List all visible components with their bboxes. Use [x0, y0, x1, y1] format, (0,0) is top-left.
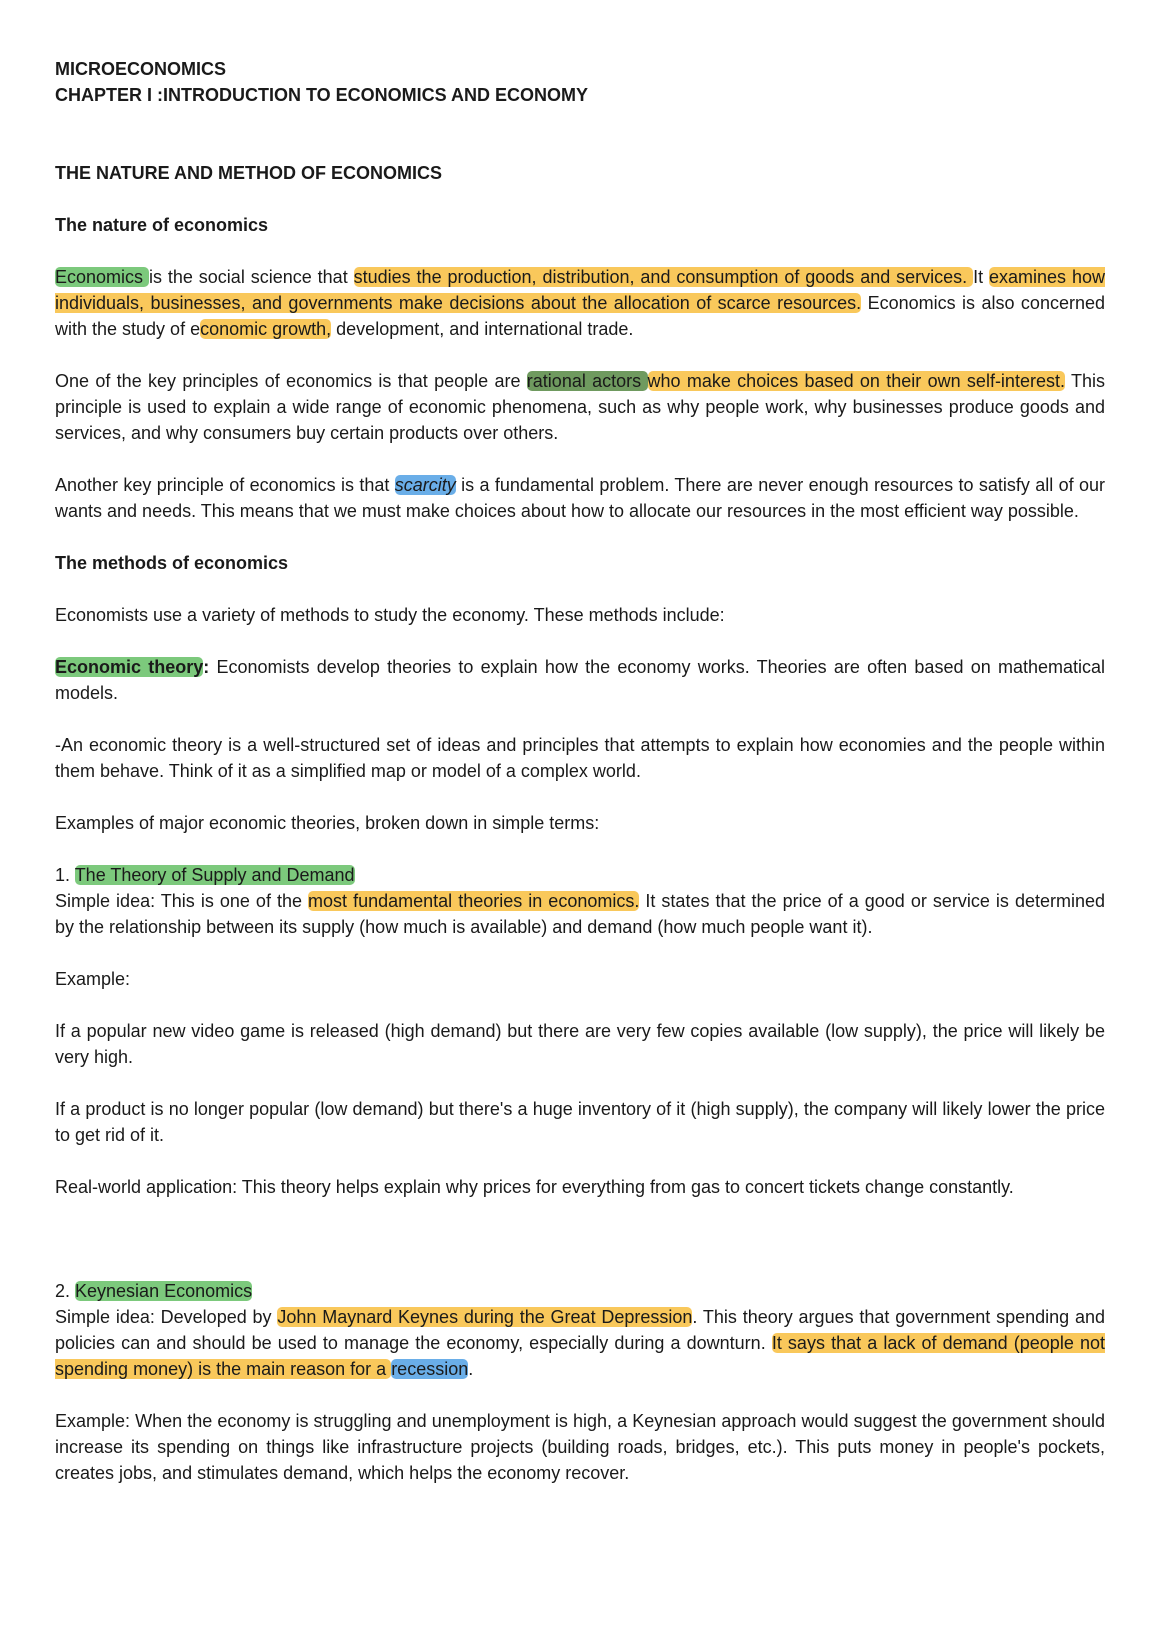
section-title: THE NATURE AND METHOD OF ECONOMICS	[55, 163, 442, 183]
highlight-studies: studies the production, distribution, and consumption of goods and services.	[353, 267, 974, 287]
highlight-most-fundamental: most fundamental theories in economics.	[308, 891, 640, 911]
keynesian-example: Example: When the economy is struggling and unemployment is high, a Keynesian approach would suggest the government should increase its spending on things like infrastructure projects (building roads, bridges, etc.). This puts money in people's pockets, creates jobs, and stimulates demand, which helps the economy recover.	[55, 1411, 1105, 1483]
highlight-supply-demand: The Theory of Supply and Demand	[74, 865, 355, 885]
highlight-economics: Economics	[55, 267, 149, 287]
nature-paragraph-3: Another key principle of economics is that scarcity is a fundamental problem. There are never enough resources to satisfy all of our wants and needs. This means that we must make choices about how to allocate our resources in the most efficient way possible.	[55, 475, 1105, 521]
methods-intro: Economists use a variety of methods to study the economy. These methods include:	[55, 605, 725, 625]
course-title: MICROECONOMICS	[55, 59, 226, 79]
highlight-rational-actors: rational actors	[526, 371, 648, 391]
highlight-self-interest: who make choices based on their own self-interest.	[647, 371, 1065, 391]
highlight-lack-of-demand: It says that a lack of demand (people not spending money) is the main reason for a	[55, 1333, 1105, 1379]
highlight-keynes: John Maynard Keynes during the Great Depression	[277, 1307, 693, 1327]
supply-demand-example-label: Example:	[55, 969, 131, 989]
highlight-keynesian: Keynesian Economics	[75, 1281, 253, 1301]
keynesian-title: 2. Keynesian Economics	[55, 1281, 253, 1301]
highlight-examines: examines how individuals, businesses, and governments make decisions about the allocation of scarce resources.	[55, 267, 1105, 313]
keynesian-idea: Simple idea: Developed by John Maynard Keynes during the Great Depression. This theory argues that government spending and policies can and should be used to manage the economy, especially during a downturn. It says that a lack of demand (people not spending money) is the main reason for a recession.	[55, 1307, 1105, 1379]
economic-theory-paragraph: Economic theory: Economists develop theories to explain how the economy works. Theories are often based on mathematical models.	[55, 657, 1106, 703]
nature-paragraph-1: Economics is the social science that studies the production, distribution, and consumption of goods and services. It examines how individuals, businesses, and governments make decisions about the allocation of scarce resources. Economics is also concerned with the study of economic growth, development, and international trade.	[55, 267, 1105, 339]
theory-definition: -An economic theory is a well-structured set of ideas and principles that attempts to explain how economies and the people within them behave. Think of it as a simplified map or model of a complex world.	[55, 735, 1105, 781]
examples-intro: Examples of major economic theories, broken down in simple terms:	[55, 813, 600, 833]
supply-demand-title: 1. The Theory of Supply and Demand	[55, 865, 355, 885]
chapter-title: CHAPTER I :INTRODUCTION TO ECONOMICS AND ECONOMY	[55, 85, 589, 105]
supply-demand-example-1: If a popular new video game is released (high demand) but there are very few copies available (low supply), the price will likely be very high.	[55, 1021, 1105, 1067]
highlight-scarcity: scarcity	[394, 475, 456, 495]
highlight-economic-theory: Economic theory	[55, 657, 204, 677]
supply-demand-application: Real-world application: This theory helps explain why prices for everything from gas to concert tickets change constantly.	[55, 1177, 1014, 1197]
highlight-economic-growth: conomic growth,	[200, 319, 332, 339]
supply-demand-example-2: If a product is no longer popular (low demand) but there's a huge inventory of it (high supply), the company will likely lower the price to get rid of it.	[55, 1099, 1105, 1145]
supply-demand-idea: Simple idea: This is one of the most fundamental theories in economics. It states that the price of a good or service is determined by the relationship between its supply (how much is available) and demand (how much people want it).	[55, 891, 1106, 937]
nature-heading: The nature of economics	[55, 215, 269, 235]
highlight-recession: recession	[391, 1359, 469, 1379]
methods-heading: The methods of economics	[55, 553, 289, 573]
nature-paragraph-2: One of the key principles of economics is that people are rational actors who make choices based on their own self-interest. This principle is used to explain a wide range of economic phenomena, such as why people work, why businesses produce goods and services, and why consumers buy certain products over others.	[55, 371, 1105, 443]
